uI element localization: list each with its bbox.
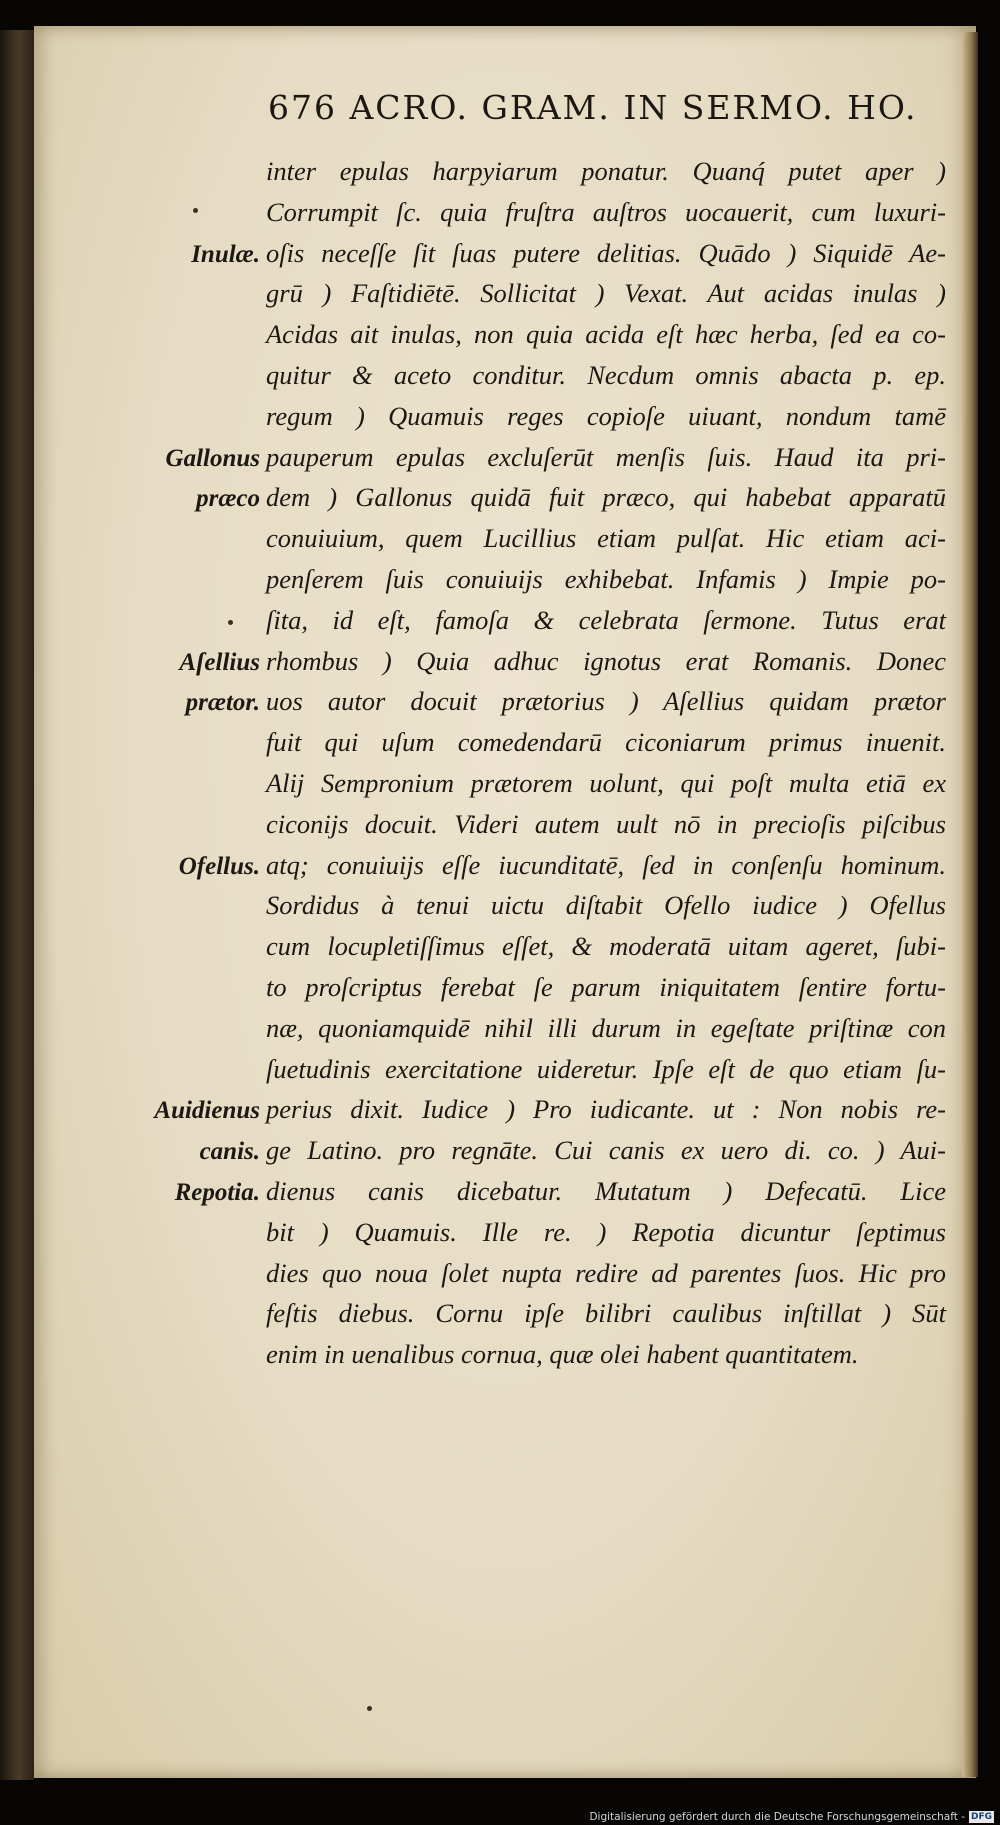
text-line: fuit qui uſum comedendarū ciconiarum primus inuenit. bbox=[266, 727, 946, 758]
margin-note: Inulæ. bbox=[191, 240, 260, 268]
text-line: Sordidus à tenui uictu diſtabit Ofello iudice ) Ofellus bbox=[266, 890, 946, 921]
margin-note: Ofellus. bbox=[178, 852, 260, 880]
digitization-credit bbox=[589, 1811, 994, 1823]
margin-note: canis. bbox=[199, 1138, 260, 1166]
text-line: cum locupletiſſimus eſſet, & moderatā uitam ageret, ſubi- bbox=[266, 931, 946, 962]
text-line: dienus canis dicebatur. Mutatum ) Defecatū. Lice bbox=[266, 1176, 946, 1206]
text-line: feſtis diebus. Cornu ipſe bilibri caulibus inſtillat ) Sūt bbox=[266, 1298, 946, 1329]
margin-note: Repotia. bbox=[174, 1179, 260, 1206]
text-line: pauperum epulas excluſerūt menſis ſuis. Haud ita pri- bbox=[266, 441, 946, 472]
text-line: regum ) Quamuis reges copioſe uiuant, nondum tamē bbox=[266, 400, 946, 431]
ink-speck bbox=[193, 208, 198, 213]
text-line: perius dixit. Iudice ) Pro iudicante. ut : Non nobis re- bbox=[266, 1094, 946, 1125]
ink-speck bbox=[367, 1706, 372, 1711]
text-line: atq; conuiuijs eſſe iucunditatē, ſed in conſenſu hominum. bbox=[266, 849, 946, 880]
margin-note: Auidienus bbox=[154, 1097, 260, 1125]
margin-note: prætor. bbox=[185, 689, 260, 717]
text-line: ſita, id eſt, famoſa & celebrata ſermone. Tutus erat bbox=[266, 604, 946, 635]
running-head: 676 ACRO. GRAM. IN SERMO. HO. bbox=[268, 88, 918, 127]
margin-note: Aſellius bbox=[179, 648, 260, 676]
text-line: penſerem ſuis conuiuijs exhibebat. Infamis ) Impie po- bbox=[266, 564, 946, 594]
text-line: inter epulas harpyiarum ponatur. Quanq́ putet aper ) bbox=[266, 156, 946, 186]
text-line: Acidas ait inulas, non quia acida eſt hæc herba, ſed ea co- bbox=[266, 319, 946, 350]
text-line: Corrumpit ſc. quia fruſtra auſtros uocauerit, cum luxuri- bbox=[266, 196, 946, 227]
margin-note: præco bbox=[196, 485, 260, 513]
text-line: bit ) Quamuis. Ille re. ) Repotia dicuntur ſeptimus bbox=[266, 1216, 946, 1247]
text-line: rhombus ) Quia adhuc ignotus erat Romanis. Donec bbox=[266, 645, 946, 676]
credit-text: Digitalisierung gefördert durch die Deutsche Forschungsgemeinschaft - bbox=[589, 1811, 965, 1823]
margin-note: Gallonus bbox=[165, 444, 260, 472]
text-line: ge Latino. pro regnāte. Cui canis ex uero di. co. ) Aui- bbox=[266, 1135, 946, 1166]
text-line: uos autor docuit prætorius ) Aſellius quidam prætor bbox=[266, 686, 946, 717]
text-line: to proſcriptus ferebat ſe parum iniquitatem ſentire fortu- bbox=[266, 972, 946, 1002]
text-line: grū ) Faſtidiētē. Sollicitat ) Vexat. Aut acidas inulas ) bbox=[266, 278, 946, 309]
text-line: ciconijs docuit. Videri autem uult nō in precioſis piſcibus bbox=[266, 808, 946, 839]
text-line: Alij Sempronium prætorem uolunt, qui poſt multa etiā ex bbox=[266, 768, 946, 798]
dfg-logo-icon: DFG bbox=[970, 1812, 992, 1822]
text-line: ſuetudinis exercitatione uideretur. Ipſe eſt de quo etiam ſu- bbox=[266, 1053, 946, 1084]
text-line: næ, quoniamquidē nihil illi durum in egeſtate priſtinæ con bbox=[266, 1012, 946, 1043]
text-line: conuiuium, quem Lucillius etiam pulſat. Hic etiam aci- bbox=[266, 523, 946, 554]
ink-speck bbox=[228, 620, 233, 625]
text-line: enim in uenalibus cornua, quæ olei habent quantitatem. bbox=[266, 1339, 859, 1370]
text-line: dies quo noua ſolet nupta redire ad parentes ſuos. Hic pro bbox=[266, 1257, 946, 1288]
text-line: dem ) Gallonus quidā fuit præco, qui habebat apparatū bbox=[266, 482, 946, 513]
text-line: oſis neceſſe ſit ſuas putere delitias. Quādo ) Siquidē Ae- bbox=[266, 237, 946, 268]
text-line: quitur & aceto conditur. Necdum omnis abacta p. ep. bbox=[266, 360, 946, 390]
